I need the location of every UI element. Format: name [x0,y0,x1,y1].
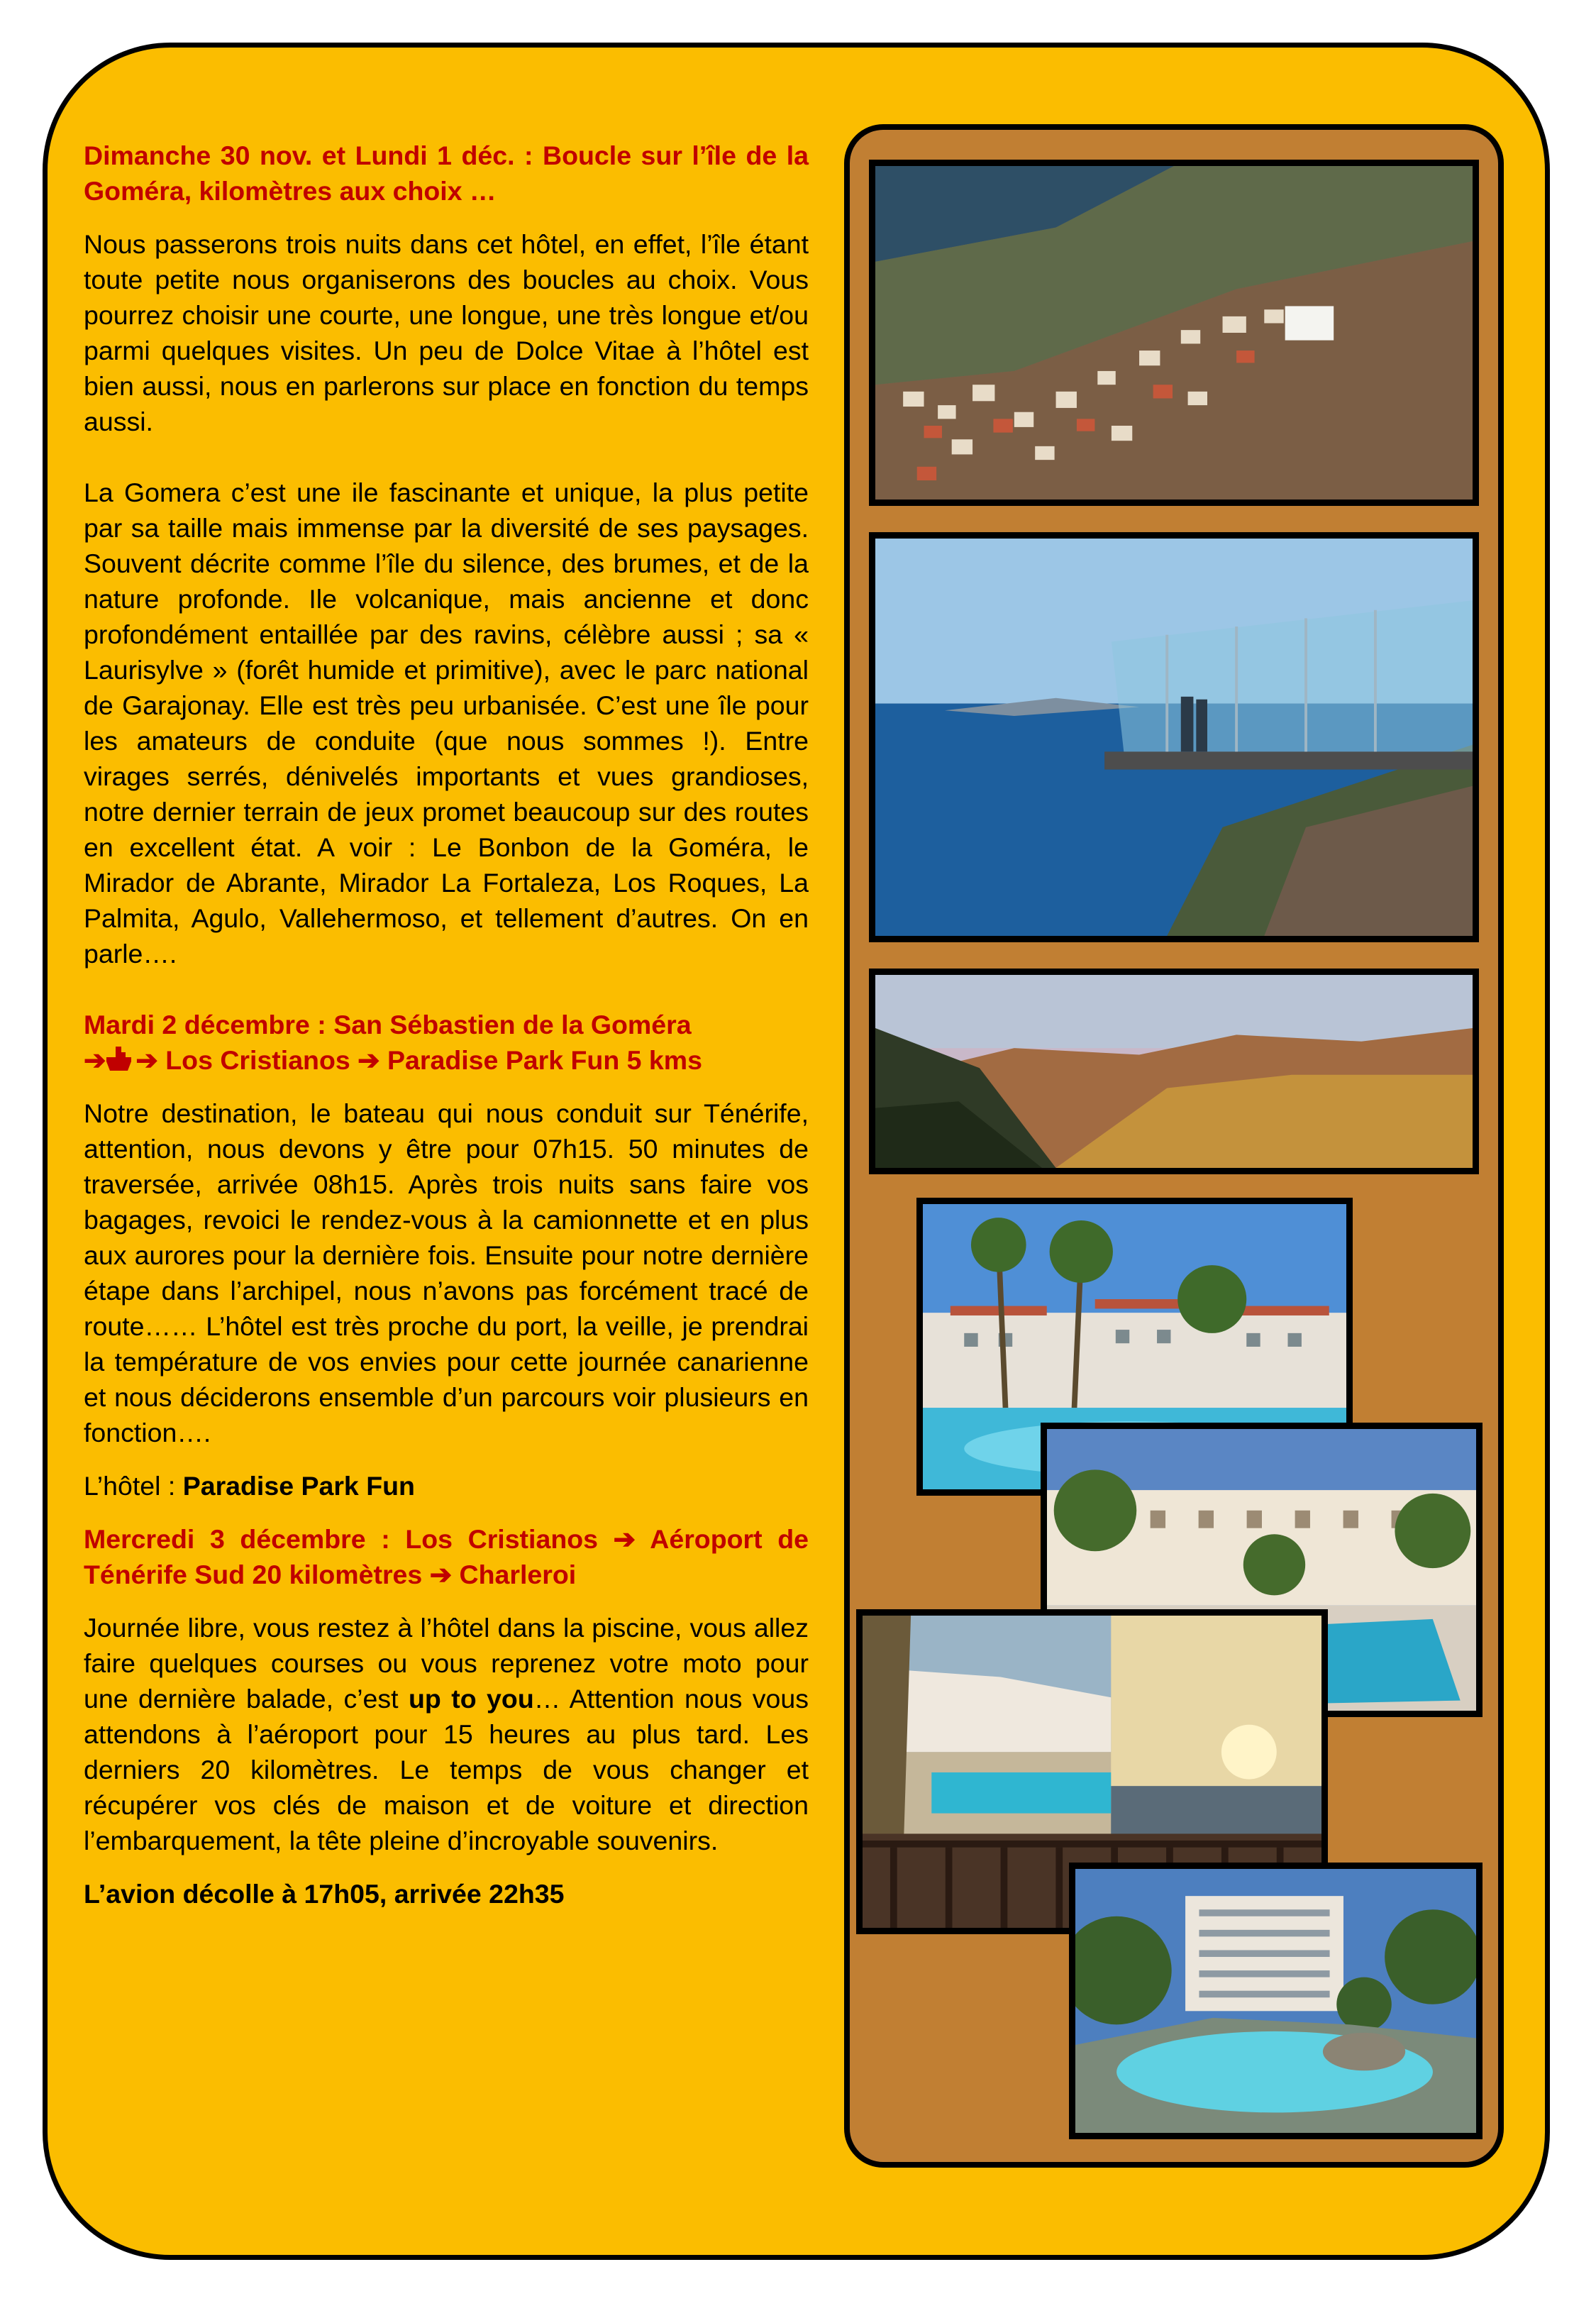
day3-paragraph-1 [84,1610,809,1858]
arrow-right-icon: ➔ [613,1524,636,1554]
day3-text-bold: up to you [409,1684,534,1714]
photo-mountain-landscape [869,969,1479,1174]
day2-heading-mid: Los Cristianos [157,1045,358,1075]
arrow-right-icon: ➔ [429,1560,453,1589]
itinerary-text [84,138,809,1911]
day2-paragraph-1: Notre destination, le bateau qui nous conduit sur Ténérife, attention, nous devons y être pour 07h15. 50 minutes de traversée, arrivée 08h15. Après trois nuits sans faire vos bagages, revoici le rendez-vous à la camionnette et en plus aux aurores pour la dernière fois. Ensuite pour notre dernière étape dans l’archipel, nous n’avons pas forcément tracé de route…… L’hôtel est très proche du port, la veille, je prendrai la température de vos envies pour cette journée canarienne et nous déciderons ensemble d’un parcours voir plusieurs en fonction…. [84,1098,809,1447]
day2-heading [84,1007,809,1078]
arrow-right-icon: ➔ [358,1045,380,1075]
closing-line: L’avion décolle à 17h05, arrivée 22h35 [84,1879,565,1909]
arrow-right-icon: ➔ [84,1045,106,1075]
hotel-label: L’hôtel : [84,1471,183,1501]
ship-icon [106,1045,135,1072]
arrow-right-icon: ➔ [135,1045,158,1075]
day3-heading-end: Charleroi [452,1560,577,1589]
day3-heading [84,1521,809,1592]
day2-hotel-line [84,1468,809,1504]
day2-heading-end: Paradise Park Fun 5 kms [379,1045,702,1075]
day1-paragraph-1: Nous passerons trois nuits dans cet hôtel, en effet, l’île étant toute petite nous organiserons des boucles au choix. Vous pourrez choisir une courte, une longue, une très longue et/ou parmi quelques visites. Un peu de Dolce Vitae à l’hôtel est bien aussi, nous en parlerons sur place en fonction du temps aussi. [84,229,809,436]
day3-heading-start: Mercredi 3 décembre : Los Cristianos [84,1524,614,1554]
day1-heading: Dimanche 30 nov. et Lundi 1 déc. : Boucle sur l’île de la Goméra, kilomètres aux choix … [84,140,809,206]
photo-glass-skywalk [869,532,1479,942]
day2-heading-start: Mardi 2 décembre : San Sébastien de la Goméra [84,1010,692,1039]
hotel-name: Paradise Park Fun [182,1471,415,1501]
photo-lagoon-pool [1069,1863,1483,2139]
day1-paragraph-2: La Gomera c’est une ile fascinante et unique, la plus petite par sa taille mais immense par la diversité de ses paysages. Souvent décrite comme l’île du silence, des brumes, et de la nature profonde. Ile volcanique, mais ancienne et donc profondément entaillée par des ravins, célèbre aussi ; sa « Laurisylve » (forêt humide et primitive), avec le parc national de Garajonay. Elle est très peu urbanisée. C’est une île pour les amateurs de conduite (que nous sommes !). Entre virages serrés, dénivelés importants et vues grandioses, notre dernier terrain de jeux promet beaucoup sur des routes en excellent état. A voir : Le Bonbon de la Goméra, le Mirador de Abrante, Mirador La Fortaleza, Los Roques, La Palmita, Agulo, Vallehermoso, et tellement d’autres. On en parle…. [84,478,809,969]
day3-heading-mid: Aéroport de Ténérife Sud 20 kilomètres [84,1524,809,1589]
photo-aerial-village [869,160,1479,506]
day3-text-end: … Attention nous vous attendons à l’aéroport pour 15 heures au plus tard. Les derniers 20 kilomètres. Le temps de vous changer et récupérer vos clés de maison et de voiture et direction l’embarquement, la tête pleine d’incroyable souvenirs. [84,1684,809,1855]
day3-text-start: Journée libre, vous restez à l’hôtel dans la piscine, vous allez faire quelques courses ou vous reprenez votre moto pour une dernière balade, c’est [84,1613,809,1714]
